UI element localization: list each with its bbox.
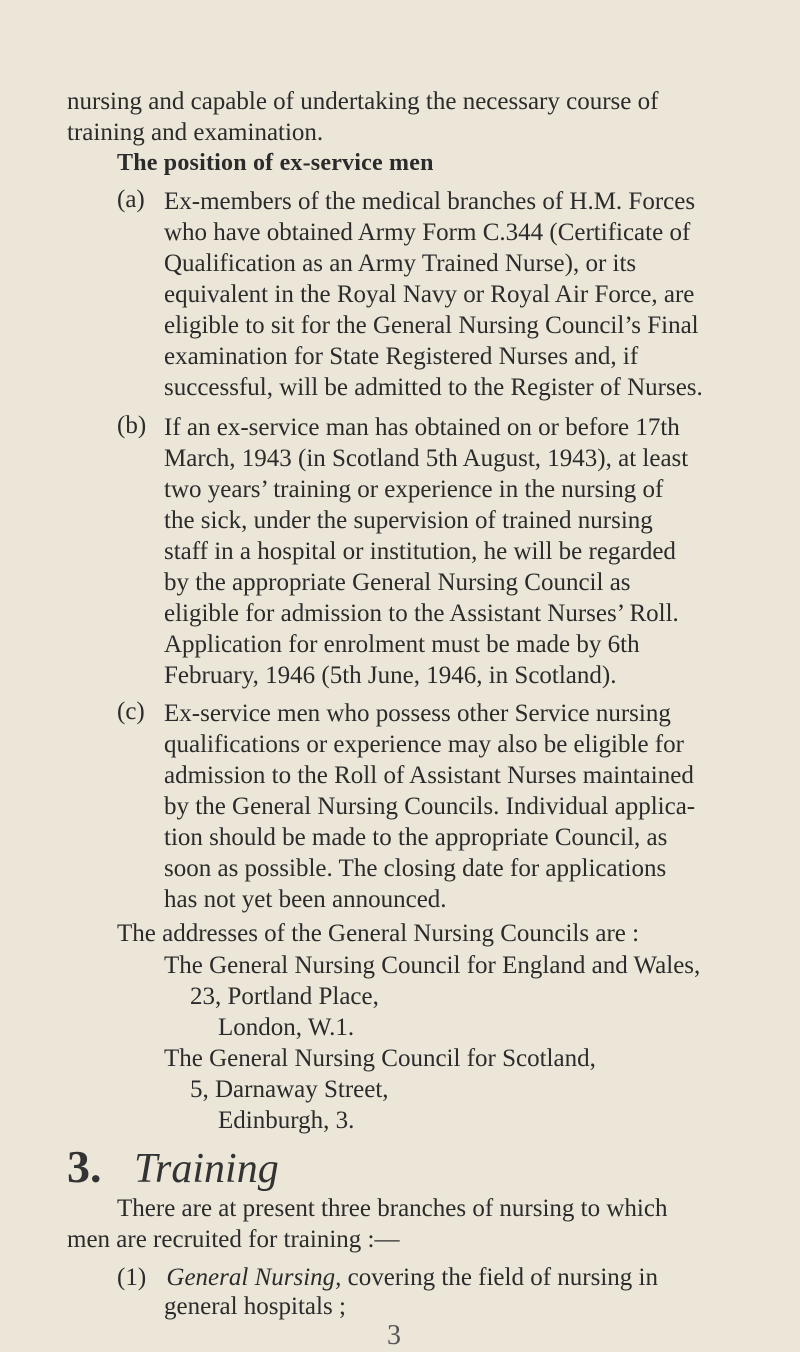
item-c-line: qualifications or experience may also be eligible for [164,731,684,758]
item-label-1: (1) [117,1264,147,1291]
item-a-line: Qualification as an Army Trained Nurse), or its [164,250,637,277]
item-label-c: (c) [117,698,145,725]
address-city: Edinburgh, 3. [218,1107,355,1134]
item-b-line: by the appropriate General Nursing Council as [164,569,631,596]
item-1-italic: General Nursing, [166,1264,342,1291]
item-b-line: two years’ training or experience in the nursing of [164,476,664,503]
item-a-line: examination for State Registered Nurses and, if [164,343,639,370]
item-a-line: equivalent in the Royal Navy or Royal Air Force, are [164,281,695,308]
item-c-line: Ex-service men who possess other Service nursing [164,700,671,727]
training-line-2: men are recruited for training :— [67,1226,400,1253]
section-title: Training [134,1146,279,1192]
item-c-line: tion should be made to the appropriate Council, as [164,824,668,851]
section-heading: The position of ex-service men [117,150,434,176]
section-number: 3. [67,1141,102,1192]
item-b-line: If an ex-service man has obtained on or before 17th [164,414,680,441]
item-c-line: has not yet been announced. [164,886,447,913]
item-a-line: eligible to sit for the General Nursing Council’s Final [164,312,699,339]
address-city: London, W.1. [218,1014,355,1041]
address-street: 5, Darnaway Street, [190,1076,389,1103]
item-b-line: Application for enrolment must be made by 6th [164,631,640,658]
item-c-line: soon as possible. The closing date for applications [164,855,667,882]
item-a-line: successful, will be admitted to the Register of Nurses. [164,374,703,401]
address-street: 23, Portland Place, [190,983,379,1010]
training-item-1-line-2: general hospitals ; [164,1293,346,1320]
item-b-line: March, 1943 (in Scotland 5th August, 1943), at least [164,445,689,472]
item-c-line: by the General Nursing Councils. Individual applica- [164,793,696,820]
item-1-rest: covering the field of nursing in [341,1264,658,1291]
item-b-line: staff in a hospital or institution, he will be regarded [164,538,676,565]
address-name: The General Nursing Council for Scotland, [164,1045,596,1072]
intro-line-2: training and examination. [67,119,324,146]
item-b-line: February, 1946 (5th June, 1946, in Scotland). [164,662,617,689]
item-a-line: who have obtained Army Form C.344 (Certificate of [164,219,691,246]
page-number: 3 [387,1320,401,1351]
address-name: The General Nursing Council for England and Wales, [164,952,701,979]
item-a-line: Ex-members of the medical branches of H.M. Forces [164,188,696,215]
intro-line-1: nursing and capable of undertaking the necessary course of [67,88,659,115]
item-b-line: eligible for admission to the Assistant Nurses’ Roll. [164,600,679,627]
item-c-line: admission to the Roll of Assistant Nurses maintained [164,762,694,789]
addresses-intro: The addresses of the General Nursing Councils are : [117,920,640,947]
training-line-1: There are at present three branches of nursing to which [117,1195,668,1222]
item-label-b: (b) [117,412,147,439]
item-b-line: the sick, under the supervision of trained nursing [164,507,653,534]
item-label-a: (a) [117,186,145,213]
